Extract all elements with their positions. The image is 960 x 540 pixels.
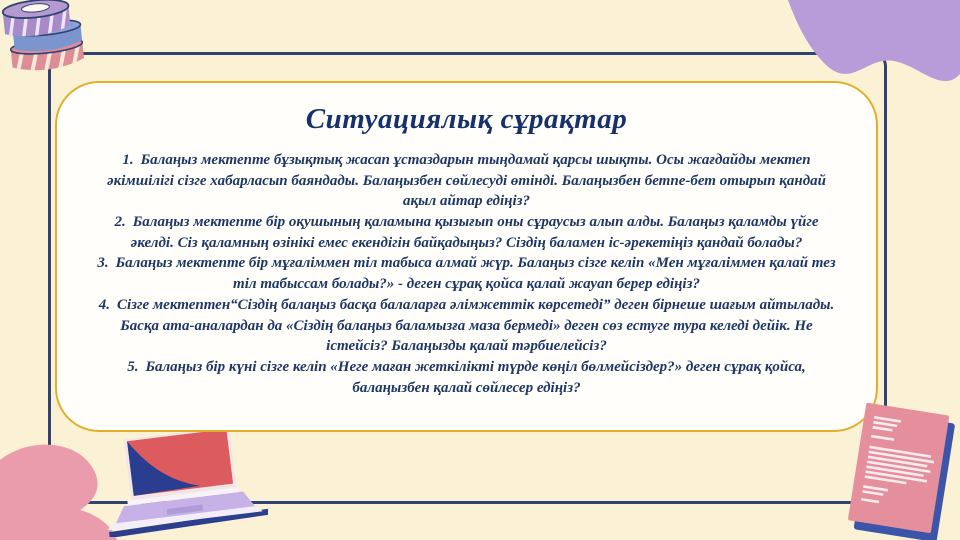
question-item — [97, 253, 836, 294]
question-item — [97, 357, 836, 398]
question-number: 4. — [98, 296, 110, 313]
notebook-icon — [845, 402, 960, 540]
question-number: 5. — [127, 358, 139, 375]
question-number: 1. — [122, 152, 134, 168]
question-text: Балаңыз мектепте бір мұғаліммен тіл табыса алмай жүр. Балаңыз сізге келіп «Мен мұғаліммен қалай тез тіл табыссам болады?» - деген сұрақ қойса қалай жауап берер едіңіз? — [115, 255, 836, 293]
question-number: 3. — [97, 255, 109, 272]
question-text: Сізге мектептен“Сіздің балаңыз басқа балаларға әлімжеттік көрсетеді” деген бірнеше шағым айтылады. Басқа ата-аналардан да «Сіздің балаңыз баламызға маза бермеді» деген сөз естуге тура келеді дейік. Не істейсіз? Балаңызды қалай тәрбиелейсіз? — [116, 296, 835, 355]
page-title: Ситуациялық сұрақтар — [305, 103, 628, 135]
question-text: Балаңыз бір күні сізге келіп «Неге маған жеткілікті түрде көңіл бөлмейсіздер?» деген сұрақ қойса, балаңызбен қалай сөйлесер едіңіз? — [145, 358, 806, 396]
question-item — [97, 212, 836, 253]
purple-blob — [780, 0, 960, 130]
question-list — [97, 150, 836, 398]
question-item — [97, 295, 836, 357]
washi-tape-icon — [0, 0, 116, 91]
content-card — [55, 81, 878, 432]
question-item — [97, 150, 836, 212]
laptop-icon — [78, 432, 268, 537]
question-text: Балаңыз мектепте бір оқушының қаламына қызығып оны сұраусыз алып алды. Балаңыз қаламды үйге әкелді. Сіз қаламның өзінікі емес екендігін байқадыңыз? Сіздің баламен іс-әрекетіңіз қандай болады? — [130, 214, 819, 251]
question-number: 2. — [114, 214, 126, 231]
question-text: Балаңыз мектепте бұзықтық жасап ұстаздарын тыңдамай қарсы шықты. Осы жағдайды мектеп әкімшілігі сізге хабарласып баяндады. Балаңызбен сөйлесуді өтінді. Балаңызбен бетпе-бет отырып қандай ақыл айтар едіңіз? — [107, 152, 826, 210]
